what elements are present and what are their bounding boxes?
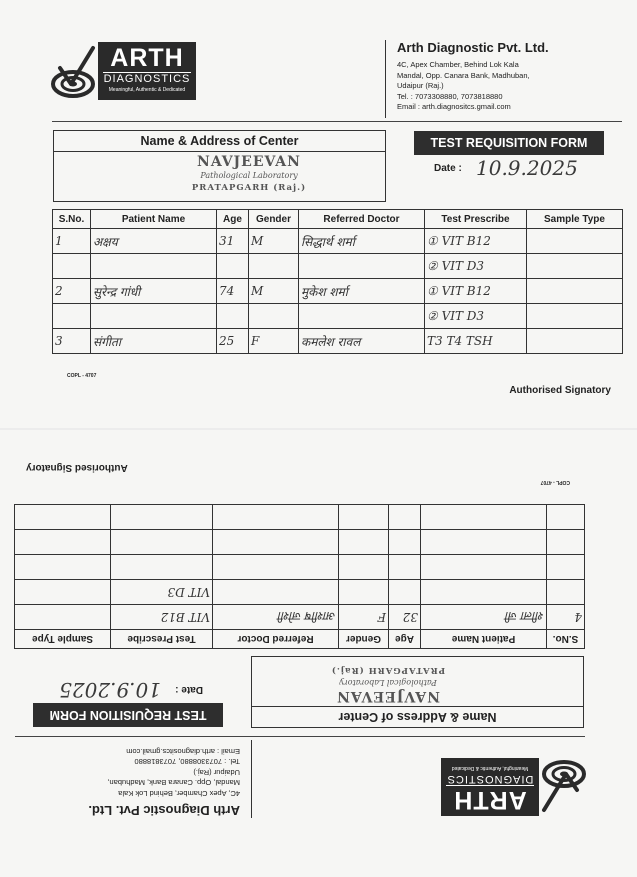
cell-age — [217, 304, 249, 329]
address-line: Udaipur (Raj.) — [397, 81, 444, 90]
cell-gender — [339, 555, 389, 580]
table-header-row — [15, 630, 585, 649]
phone-text: Tel. : 7073308880, 7073818880 — [397, 91, 503, 101]
email-text: Email : arth.diagnositcs.gmail.com — [397, 102, 511, 111]
cell-patient-name: अक्षय — [91, 229, 217, 254]
column-header-sample-type: Sample Type — [527, 210, 623, 229]
column-header-referred-doctor: Referred Doctor — [299, 210, 425, 229]
form-title: TEST REQUISITION FORM — [33, 703, 223, 727]
cell-referred-doctor: सिद्धार्थ शर्मा — [299, 229, 425, 254]
logo-name: ARTH — [453, 786, 527, 814]
address-line: Udaipur (Raj.) — [193, 768, 240, 777]
table-row — [53, 329, 623, 354]
brand-logo — [441, 758, 539, 816]
cell-age: 32 — [389, 605, 421, 630]
cell-patient-name: संगीता — [91, 329, 217, 354]
address-line: Mandal, Opp. Canara Bank, Madhuban, — [397, 70, 530, 80]
cell-test-prescribe: T3 T4 TSH — [425, 329, 527, 354]
cell-gender — [249, 304, 299, 329]
center-box — [251, 656, 584, 728]
cell-referred-doctor — [299, 304, 425, 329]
target-check-icon — [50, 44, 96, 100]
cell-age: 74 — [217, 279, 249, 304]
cell-patient-name: सुरेन्द्र गांधी — [91, 279, 217, 304]
column-header-gender: Gender — [249, 210, 299, 229]
brand-logo — [98, 42, 196, 100]
email-text: Email : arth.diagnositcs.gmail.com — [126, 747, 240, 756]
column-header-gender: Gender — [339, 630, 389, 649]
cell-sample-type — [15, 580, 111, 605]
logo-tagline: Meaningful, Authentic & Dedicated — [451, 765, 529, 771]
cell-sample-type — [15, 530, 111, 555]
table-body — [15, 505, 585, 630]
form-title: TEST REQUISITION FORM — [414, 131, 604, 155]
cell-patient-name — [91, 304, 217, 329]
cell-test-prescribe: VIT B12 — [111, 605, 213, 630]
cell-sample-type — [15, 505, 111, 530]
table-row — [15, 530, 585, 555]
column-header-patient-name: Patient Name — [421, 630, 547, 649]
center-heading: Name & Address of Center — [54, 131, 385, 152]
column-header-referred-doctor: Referred Doctor — [213, 630, 339, 649]
cell-patient-name — [421, 555, 547, 580]
column-header-age: Age — [389, 630, 421, 649]
cell-age — [389, 580, 421, 605]
copl-code: COPL - 4707 — [540, 479, 570, 485]
cell-sno: 3 — [53, 329, 91, 354]
cell-patient-name — [421, 530, 547, 555]
cell-referred-doctor — [213, 555, 339, 580]
phone-text: Tel. : 7073308880, 7073818880 — [134, 757, 240, 767]
stamp-lab-type: Pathological Laboratory — [339, 678, 437, 687]
cell-gender — [339, 530, 389, 555]
column-header-test-prescribe: Test Prescribe — [425, 210, 527, 229]
cell-sample-type — [527, 329, 623, 354]
cell-gender: F — [249, 329, 299, 354]
cell-sno: 1 — [53, 229, 91, 254]
cell-gender: M — [249, 229, 299, 254]
cell-test-prescribe: ① VIT B12 — [425, 279, 527, 304]
cell-test-prescribe — [111, 555, 213, 580]
table-row — [53, 229, 623, 254]
date-value: 10.9.2025 — [476, 156, 578, 180]
cell-gender: M — [249, 279, 299, 304]
cell-sno — [547, 530, 585, 555]
column-header-age: Age — [217, 210, 249, 229]
cell-age: 25 — [217, 329, 249, 354]
cell-sample-type — [15, 605, 111, 630]
table-row — [15, 605, 585, 630]
cell-referred-doctor — [299, 254, 425, 279]
requisition-form — [0, 0, 637, 428]
authorised-signatory: Authorised Signatory — [26, 462, 128, 473]
cell-age — [389, 505, 421, 530]
cell-sno: 4 — [547, 605, 585, 630]
cell-referred-doctor: आशीष जोशी — [213, 605, 339, 630]
column-header-sno: S.No. — [53, 210, 91, 229]
cell-age — [389, 555, 421, 580]
header-divider — [251, 740, 252, 818]
stamp-city: PRATAPGARH (Raj.) — [191, 183, 307, 193]
logo-subtitle: DIAGNOSTICS — [103, 73, 191, 85]
cell-gender — [339, 580, 389, 605]
table-row — [53, 279, 623, 304]
column-header-test-prescribe: Test Prescribe — [111, 630, 213, 649]
cell-sno — [53, 304, 91, 329]
cell-test-prescribe: ② VIT D3 — [425, 254, 527, 279]
cell-patient-name — [91, 254, 217, 279]
cell-age — [217, 254, 249, 279]
logo-name: ARTH — [110, 44, 184, 72]
address-line: 4C, Apex Chamber, Behind Lok Kala — [118, 789, 240, 798]
cell-sno — [547, 555, 585, 580]
company-info — [5, 746, 240, 819]
table-header-row — [53, 210, 623, 229]
cell-age — [389, 530, 421, 555]
cell-referred-doctor — [213, 530, 339, 555]
date-value: 10.9.2025 — [59, 678, 161, 702]
stamp-lab-type: Pathological Laboratory — [200, 171, 298, 180]
cell-sample-type — [15, 555, 111, 580]
stamp-lab-name: NAVJEEVAN — [197, 154, 301, 170]
company-name: Arth Diagnostic Pvt. Ltd. — [397, 40, 549, 55]
cell-sno: 2 — [53, 279, 91, 304]
table-body — [53, 229, 623, 354]
table-row — [53, 304, 623, 329]
address-line: Mandal, Opp. Canara Bank, Madhuban, — [107, 778, 240, 788]
patient-table — [14, 504, 585, 649]
logo-subtitle: DIAGNOSTICS — [446, 773, 534, 785]
cell-gender — [339, 505, 389, 530]
cell-sno — [53, 254, 91, 279]
cell-sno — [547, 505, 585, 530]
cell-test-prescribe: ② VIT D3 — [425, 304, 527, 329]
upper-sheet — [0, 0, 637, 428]
header-rule — [52, 121, 622, 122]
cell-referred-doctor: कमलेश रावल — [299, 329, 425, 354]
column-header-sample-type: Sample Type — [15, 630, 111, 649]
cell-referred-doctor — [213, 580, 339, 605]
table-row — [53, 254, 623, 279]
copl-code: COPL - 4707 — [67, 373, 97, 379]
cell-sample-type — [527, 304, 623, 329]
cell-gender — [249, 254, 299, 279]
center-stamp — [288, 664, 488, 704]
cell-sno — [547, 580, 585, 605]
date-label: Date : — [175, 684, 203, 695]
center-box — [53, 130, 386, 202]
cell-sample-type — [527, 229, 623, 254]
lower-sheet-inverted — [0, 430, 637, 877]
stamp-lab-name: NAVJEEVAN — [336, 688, 440, 704]
table-row — [15, 505, 585, 530]
logo-tagline: Meaningful, Authentic & Dedicated — [108, 87, 186, 93]
cell-sample-type — [527, 279, 623, 304]
column-header-patient-name: Patient Name — [91, 210, 217, 229]
table-row — [15, 580, 585, 605]
requisition-form-inverted — [0, 430, 637, 858]
company-name: Arth Diagnostic Pvt. Ltd. — [88, 803, 240, 818]
patient-table — [52, 209, 623, 354]
cell-patient-name — [421, 580, 547, 605]
cell-test-prescribe — [111, 505, 213, 530]
cell-referred-doctor: मुकेश शर्मा — [299, 279, 425, 304]
stamp-city: PRATAPGARH (Raj.) — [330, 665, 446, 675]
cell-gender: F — [339, 605, 389, 630]
date-label: Date : — [434, 163, 462, 174]
center-stamp — [149, 154, 349, 194]
cell-referred-doctor — [213, 505, 339, 530]
cell-test-prescribe — [111, 530, 213, 555]
cell-age: 31 — [217, 229, 249, 254]
target-check-icon — [541, 758, 587, 814]
address-line: 4C, Apex Chamber, Behind Lok Kala — [397, 60, 519, 69]
table-row — [15, 555, 585, 580]
cell-sample-type — [527, 254, 623, 279]
center-heading: Name & Address of Center — [252, 706, 583, 727]
column-header-sno: S.No. — [547, 630, 585, 649]
cell-patient-name — [421, 505, 547, 530]
authorised-signatory: Authorised Signatory — [509, 385, 611, 396]
cell-test-prescribe: VIT D3 — [111, 580, 213, 605]
header-rule — [15, 736, 585, 737]
header-divider — [385, 40, 386, 118]
cell-patient-name: शीला जी — [421, 605, 547, 630]
company-info — [397, 40, 632, 113]
cell-test-prescribe: ① VIT B12 — [425, 229, 527, 254]
